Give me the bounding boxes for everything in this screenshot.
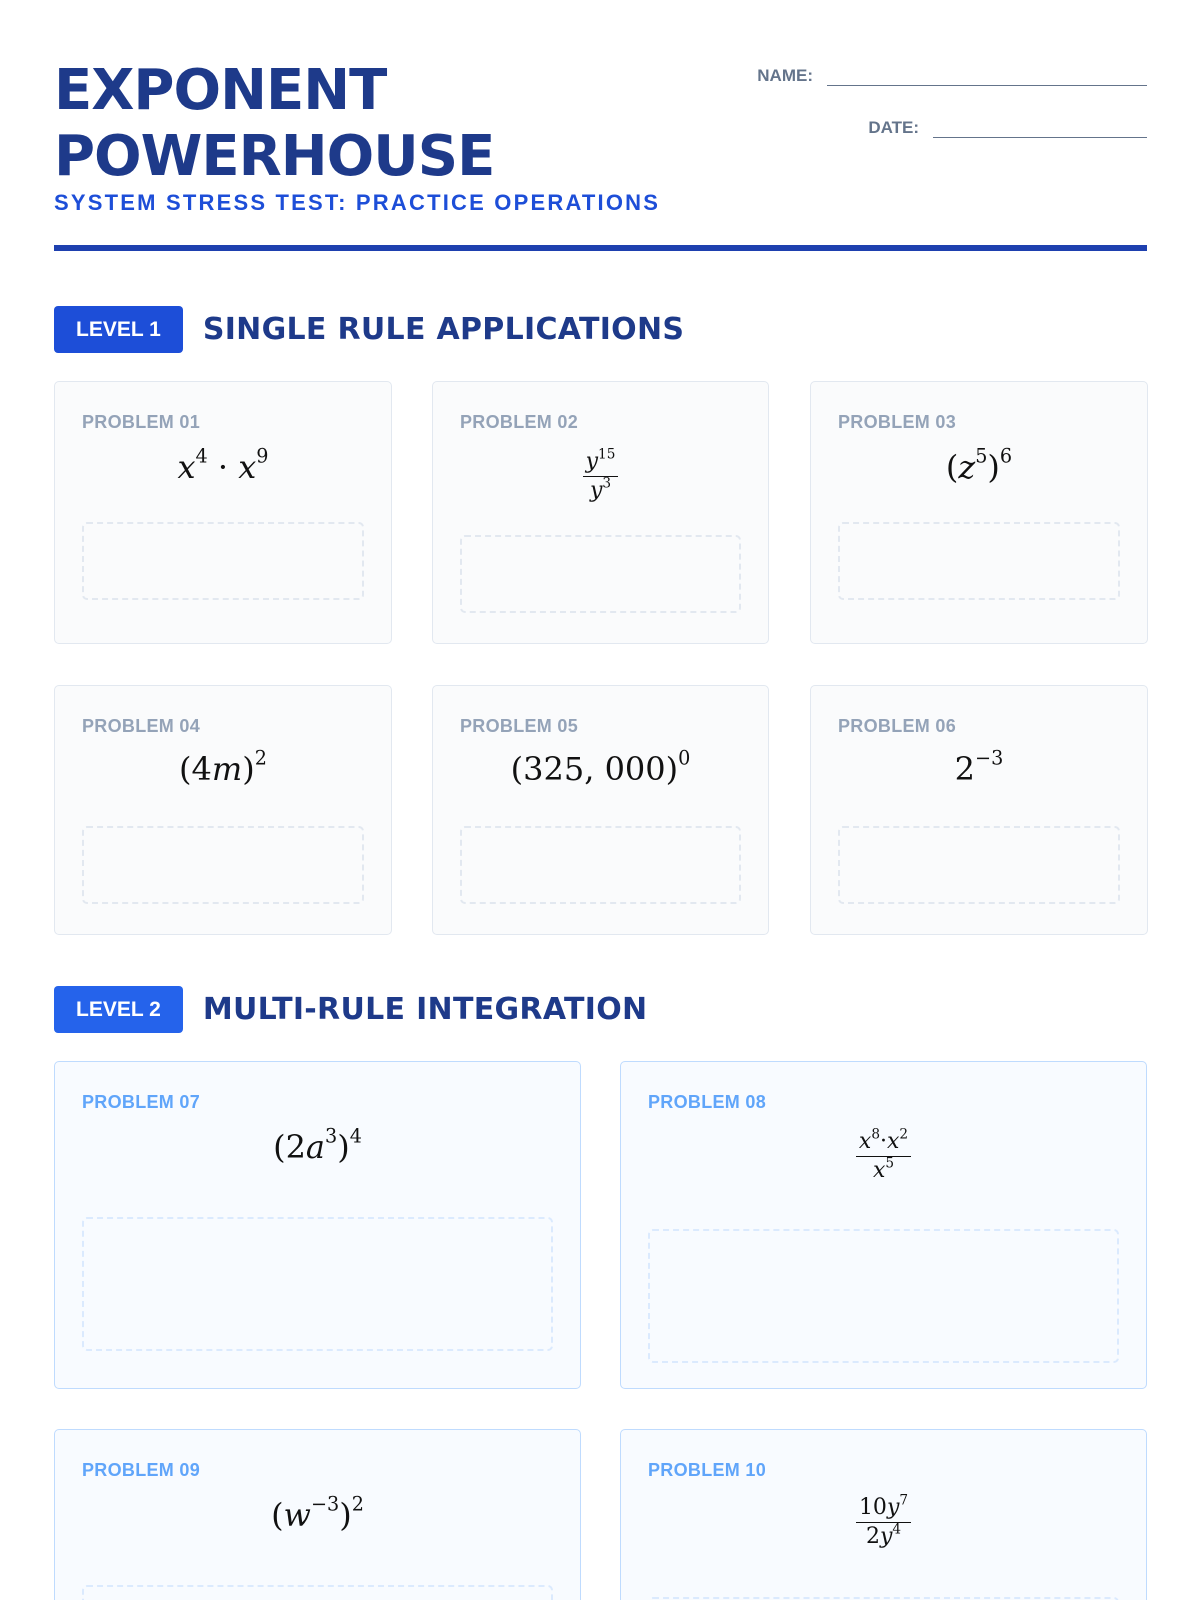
problem-label: PROBLEM 05 [460,716,579,736]
problem-label: PROBLEM 10 [648,1460,767,1480]
problem-card-06 [810,685,1148,935]
expression-text: $\frac{10y^7}{2y^4}$ [856,1496,911,1549]
problem-label: PROBLEM 02 [460,412,579,432]
problem-expression [621,1126,1146,1184]
answer-box[interactable] [460,826,741,904]
date-field[interactable] [868,114,1147,138]
problem-card-10 [620,1429,1147,1600]
problem-card-07 [54,1061,581,1389]
worksheet-subtitle: SYSTEM STRESS TEST: PRACTICE OPERATIONS [54,190,661,215]
title-line-1: EXPONENT [54,58,387,123]
problem-card-05 [432,685,769,935]
problem-label: PROBLEM 07 [82,1092,201,1112]
answer-box[interactable] [82,826,364,904]
expression-text: $2^{-3}$ [954,746,1004,788]
problem-expression [433,446,768,504]
date-label: DATE: [868,118,919,137]
expression-text: $x^4 \cdot x^9$ [177,444,269,486]
expression-text: $(4m)^2$ [179,746,267,788]
expression-text: $\frac{y^{15}}{y^3}$ [583,450,619,503]
level-1-header [54,306,684,353]
worksheet-title [54,58,494,190]
problem-label: PROBLEM 06 [838,716,957,736]
level-1-badge: LEVEL 1 [54,306,183,353]
answer-box[interactable] [838,522,1120,600]
problem-label: PROBLEM 01 [82,412,201,432]
answer-box[interactable] [82,1217,553,1351]
header-divider [54,245,1147,251]
name-label: NAME: [757,66,813,85]
answer-box[interactable] [82,1585,553,1600]
problem-expression [433,746,768,788]
problem-expression [55,1492,580,1534]
expression-text: $\frac{x^8\cdot x^2}{x^5}$ [856,1130,911,1183]
problem-expression [55,746,391,788]
date-line[interactable] [933,114,1147,138]
name-field[interactable] [757,62,1147,86]
problem-card-09 [54,1429,581,1600]
problem-card-04 [54,685,392,935]
answer-box[interactable] [648,1229,1119,1363]
expression-text: $(2a^3)^4$ [273,1124,362,1166]
answer-box[interactable] [838,826,1120,904]
level-1-title: SINGLE RULE APPLICATIONS [202,312,685,347]
answer-box[interactable] [82,522,364,600]
worksheet-page [54,0,1147,1600]
expression-text: $(w^{-3})^2$ [271,1492,364,1534]
problem-expression [811,746,1147,788]
title-line-2: POWERHOUSE [54,124,495,189]
problem-label: PROBLEM 09 [82,1460,201,1480]
name-line[interactable] [827,62,1147,86]
problem-label: PROBLEM 04 [82,716,201,736]
problem-expression [621,1492,1146,1550]
problem-label: PROBLEM 03 [838,412,957,432]
expression-text: $(z^5)^6$ [945,444,1013,486]
problem-card-01 [54,381,392,644]
problem-expression [811,444,1147,486]
expression-text: (325, 000)$^0$ [510,746,691,788]
level-2-badge: LEVEL 2 [54,986,183,1033]
problem-card-02 [432,381,769,644]
level-2-title: MULTI-RULE INTEGRATION [202,992,648,1027]
problem-card-08 [620,1061,1147,1389]
problem-expression [55,1124,580,1166]
level-2-header [54,986,647,1033]
problem-expression [55,444,391,486]
answer-box[interactable] [460,535,741,613]
problem-label: PROBLEM 08 [648,1092,767,1112]
problem-card-03 [810,381,1148,644]
